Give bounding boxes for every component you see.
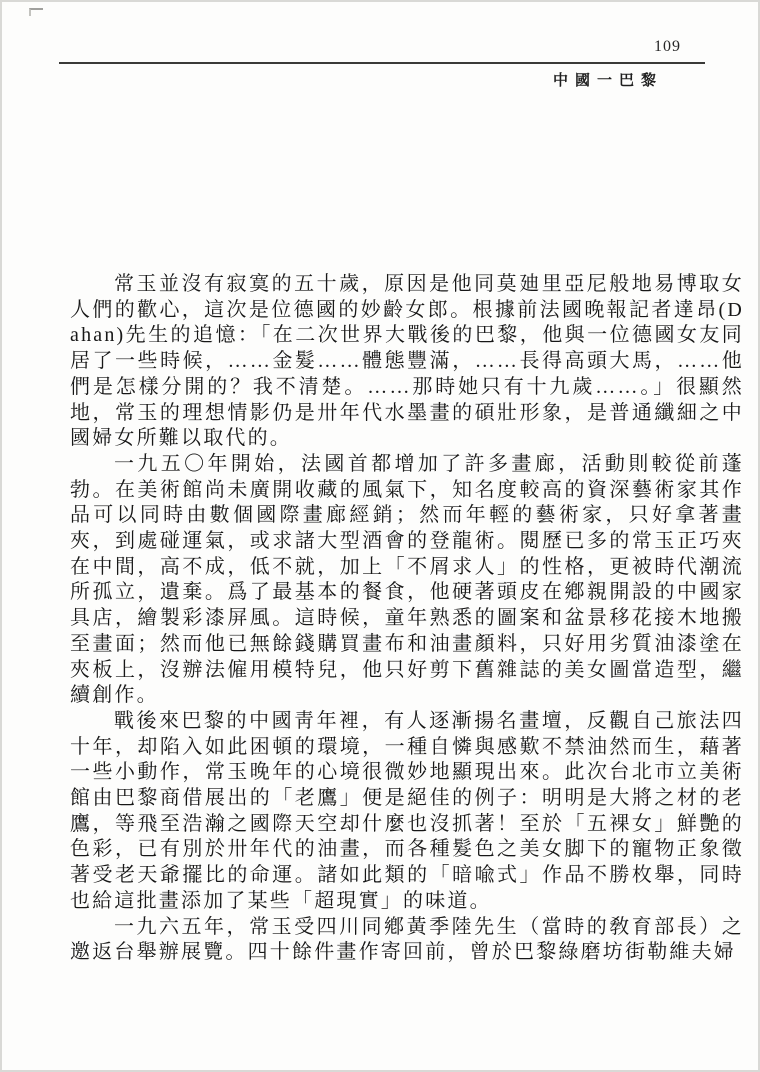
paragraph-2: 一九五〇年開始，法國首都增加了許多畫廊，活動則較從前蓬勃。在美術館尚未廣開收藏的風氣下，知名度較高的資深藝術家其作品可以同時由數個國際畫廊經銷；然而年輕的藝術家，只好拿著畫夾，到處碰運氣，或求諸大型酒會的登龍術。閱歷已多的常玉正巧夾在中間，高不成，低不就，加上「不屑求人」的性格，更被時代潮流所孤立，遺棄。爲了最基本的餐食，他硬著頭皮在鄕親開設的中國家具店，繪製彩漆屏風。這時候，童年熟悉的圖案和盆景移花接木地搬至畫面；然而他已無餘錢購買畫布和油畫顏料，只好用劣質油漆塗在夾板上，沒辦法僱用模特兒，他只好剪下舊雜誌的美女圖當造型，繼續創作。: [70, 452, 744, 707]
paragraph-1: 常玉並沒有寂寞的五十歲，原因是他同莫廸里亞尼般地易博取女人們的歡心，這次是位德國的妙齡女郎。根據前法國晚報記者達昂(Dahan)先生的追憶：「在二次世界大戰後的巴黎，他與一位德國女友同居了一些時候，……金髮……體態豐滿，……長得高頭大馬，……他們是怎樣分開的？我不清楚。……那時她只有十九歲……。」很顯然地，常玉的理想情影仍是卅年代水墨畫的碩壯形象，是普通纖細之中國婦女所難以取代的。: [70, 273, 744, 450]
header-rule: [59, 62, 705, 64]
running-head: 中國一巴黎: [552, 73, 663, 89]
body-text: [70, 272, 744, 966]
page-number: 109: [654, 38, 681, 55]
paragraph-3: 戰後來巴黎的中國靑年裡，有人逐漸揚名畫壇，反觀自己旅法四十年，却陷入如此困頓的環境，一種自憐與感歎不禁油然而生，藉著一些小動作，常玉晚年的心境很微妙地顯現出來。此次台北市立美術館由巴黎商借展出的「老鷹」便是絕佳的例子：明明是大將之材的老鷹，等飛至浩瀚之國際天空却什麼也沒抓著！至於「五裸女」鮮艷的色彩，已有別於卅年代的油畫，而各種髮色之美女脚下的寵物正象徵著受老天爺擺比的命運。諸如此類的「暗喩式」作品不勝枚舉，同時也給這批畫添加了某些「超現實」的味道。: [70, 709, 744, 912]
scan-artifact-mark: [29, 8, 43, 16]
paragraph-4: 一九六五年，常玉受四川同鄕黃季陸先生（當時的敎育部長）之邀返台舉辦展覽。四十餘件畫作寄回前，曾於巴黎綠磨坊街勒維夫婦: [70, 915, 744, 964]
